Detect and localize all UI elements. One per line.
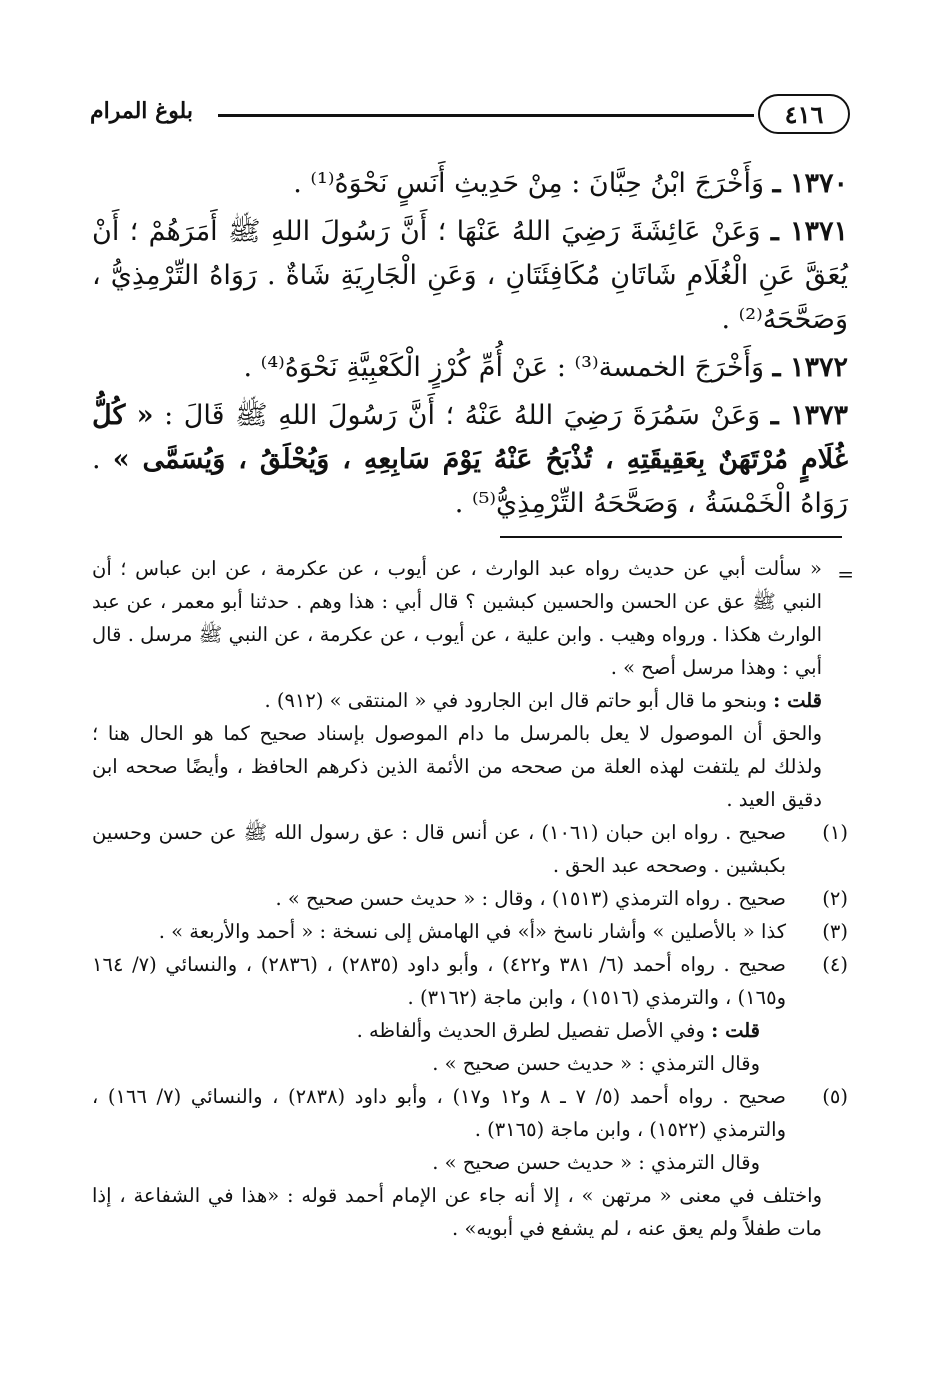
- footnote-text: كذا « بالأصلين » وأشار ناسخ «أ» في الهامش إلى نسخة : « أحمد والأربعة » .: [158, 920, 786, 943]
- footnote-number: (٣): [822, 920, 848, 943]
- footnote-4: [92, 948, 848, 1014]
- footnote-5-sub-1: [92, 1146, 848, 1179]
- footnote-number: (٢): [822, 887, 848, 910]
- footnote-text: صحيح . رواه أحمد (٦/ ٣٨١ و٤٢٢) ، وأبو داود (٢٨٣٥) ، (٢٨٣٦) ، والنسائي (٧/ ١٦٤ و١٦٥) ، والترمذي (١٥١٦) ، وابن ماجة (٣١٦٢) .: [92, 953, 786, 1009]
- footnote-number: (١): [822, 821, 848, 844]
- hadith-body-end: . رَوَاهُ الْخَمْسَةُ ، وَصَحَّحَهُ التِّرْمِذِيُّ⁽⁵⁾ .: [92, 444, 848, 519]
- hadith-number: ١٣٧١ ـ: [770, 216, 849, 247]
- hadith-body: وَأَخْرَجَ الخمسة⁽³⁾ : عَنْ أُمِّ كُرْزٍ الْكَعْبِيَّةِ نَحْوَهُ⁽⁴⁾ .: [243, 352, 765, 383]
- footnote-3: [92, 915, 848, 948]
- hadith-number: ١٣٧٢ ـ: [772, 352, 848, 383]
- footnote-4-sub-1: [92, 1014, 848, 1047]
- header-rule: [218, 114, 754, 117]
- footnote-divider: [500, 536, 842, 538]
- footnote-text: صحيح . رواه الترمذي (١٥١٣) ، وقال : « حديث حسن صحيح » .: [275, 887, 786, 910]
- qult-label: قلت :: [711, 1019, 760, 1042]
- footnotes: [92, 552, 854, 1245]
- hadith-1373: [92, 394, 848, 526]
- footnote-sub-text: وقال الترمذي : « حديث حسن صحيح » .: [432, 1151, 760, 1174]
- continuation-mark: =: [837, 562, 854, 586]
- footnote-sub-text: وقال الترمذي : « حديث حسن صحيح » .: [432, 1052, 760, 1075]
- footnote-qult: [92, 684, 848, 717]
- footnote-text: صحيح . رواه أحمد (٥/ ٧ ـ ٨ و١٢ و١٧) ، وأبو داود (٢٨٣٨) ، والنسائي (٧/ ١٦٦) ، والترمذي (١٥٢٢) ، وابن ماجة (٣١٦٥) .: [92, 1085, 786, 1141]
- hadith-1372: [92, 346, 848, 390]
- hadith-body: وَعَنْ سَمُرَةَ رَضِيَ اللهُ عَنْهُ ؛ أَنَّ رَسُولَ اللهِ ﷺ قَالَ :: [164, 400, 761, 431]
- footnote-1: [92, 816, 848, 882]
- footnote-2: [92, 882, 848, 915]
- footnote-4-sub-2: [92, 1047, 848, 1080]
- footnote-continued: « سألت أبي عن حديث رواه عبد الوارث ، عن أيوب ، عن عكرمة ، عن ابن عباس ؛ أن النبي ﷺ عق عن الحسن والحسين كبشين ؟ قال أبي : هذا وهم . حدثنا أبو معمر ، عن عبد الوارث هكذا . ورواه وهيب . وابن علية ، عن أيوب ، عن عكرمة ، عن النبي ﷺ مرسل . قال أبي : وهذا مرسل أصح » .: [92, 557, 822, 679]
- footnote-closing: واختلف في معنى « مرتهن » ، إلا أنه جاء عن الإمام أحمد قوله : «هذا في الشفاعة ، إذا مات طفلاً ولم يعق عنه ، لم يشفع في أبويه» .: [92, 1184, 822, 1240]
- hadith-body: وَأَخْرَجَ ابْنُ حِبَّانَ : مِنْ حَدِيثِ أَنَسٍ نَحْوَهُ⁽¹⁾ .: [293, 168, 765, 199]
- hadith-number: ١٣٧٠ ـ: [772, 168, 848, 199]
- qult-label: قلت :: [773, 689, 822, 712]
- hadith-1370: [92, 162, 848, 206]
- hadith-number: ١٣٧٣ ـ: [770, 400, 848, 431]
- footnote-sub-text: وفي الأصل تفصيل لطرق الحديث وألفاظه .: [356, 1019, 705, 1042]
- footnote-haqq: والحق أن الموصول لا يعل بالمرسل ما دام الموصول بإسناد صحيح كما هو الحال هنا ؛ ولذلك لم يلتفت لهذه العلة من صححه من الأئمة الذين ذكرهم الحافظ ، وأيضًا صححه ابن دقيق العيد .: [92, 722, 822, 811]
- footnote-number: (٤): [822, 953, 848, 976]
- page-header: [90, 92, 850, 140]
- footnote-text: صحيح . رواه ابن حبان (١٠٦١) ، عن أنس قال : عق رسول الله ﷺ عن حسن وحسين بكبشين . وصححه عبد الحق .: [92, 821, 787, 877]
- hadith-body: وَعَنْ عَائِشَةَ رَضِيَ اللهُ عَنْهَا ؛ أَنَّ رَسُولَ اللهِ ﷺ أَمَرَهُمْ ؛ أَنْ يُعَقَّ عَنِ الْغُلَامِ شَاتَانِ مُكَافِئَتَانِ ، وَعَنِ الْجَارِيَةِ شَاةٌ . رَوَاهُ التِّرْمِذِيُّ ، وَصَحَّحَهُ⁽²⁾ .: [92, 216, 848, 335]
- qult-text: وبنحو ما قال أبو حاتم قال ابن الجارود في « المنتقى » (٩١٢) .: [264, 689, 767, 712]
- book-title: بلوغ المرام: [90, 98, 193, 124]
- hadith-text: [92, 162, 848, 530]
- hadith-quote: « كُلُّ غُلَامٍ مُرْتَهَنٌ بِعَقِيقَتِهِ ، تُذْبَحُ عَنْهُ يَوْمَ سَابِعِهِ ، وَيُحْلَقُ ، وَيُسَمَّى »: [92, 400, 848, 475]
- footnote-5: [92, 1080, 848, 1146]
- hadith-1371: [92, 210, 848, 342]
- page-number: ٤١٦: [758, 94, 850, 134]
- footnote-number: (٥): [822, 1085, 848, 1108]
